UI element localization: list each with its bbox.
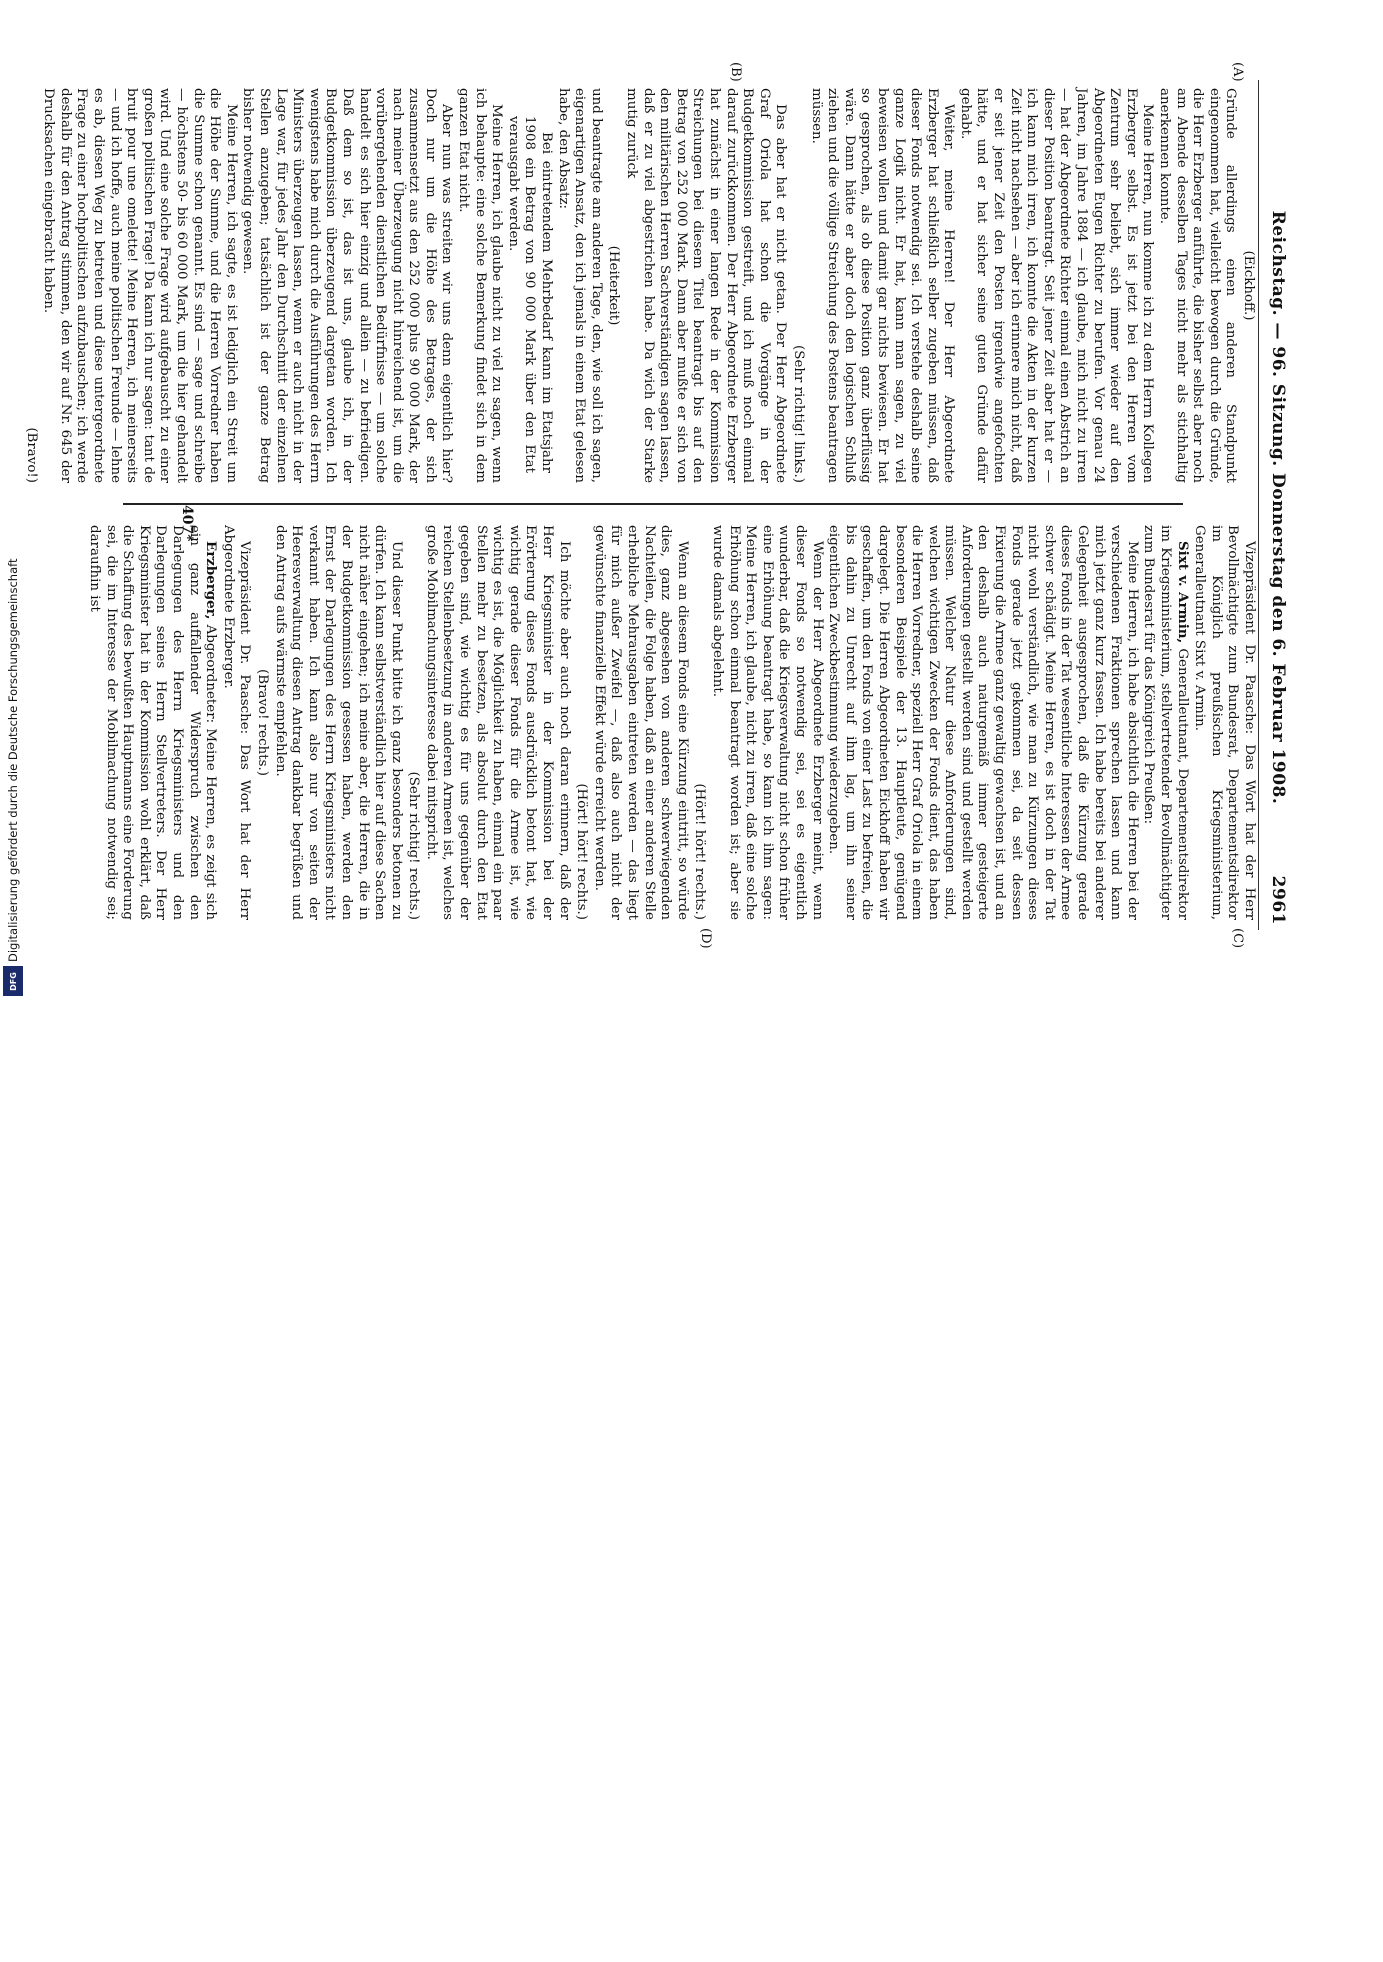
paragraph: Das aber hat er nicht getan. Der Herr Abgeordnete Graf Oriola hat schon die Vorgänge in der Budgetkommission gestreift, und ich muß noch einmal darauf zurückkommen. Der Herr Abgeordnete Erzberger hat zunächst in einer langen Rede in der Kommission Streichungen bei diesem Titel beantragt bis auf den Betrag von 252 000 Mark. Dann aber mußte er sich von den militärischen Herren Sachverständigen sagen lassen, daß er zu viel abgestrichen habe. Da wich der Starke mutig zurück [624, 88, 789, 483]
page-number-top: 2961 [1268, 875, 1288, 925]
reaction: (Sehr richtig! rechts.) [406, 771, 422, 920]
margin-mark-d: (D) [698, 928, 713, 949]
credit-text: Digitalisierung gefördert durch die Deutsche Forschungsgemeinschaft [6, 558, 20, 962]
margin-mark-c: (C) [1230, 928, 1245, 949]
paragraph: Und dieser Punkt bitte ich ganz besonders betonen zu dürfen. Ich kann selbstverständlich hier auf diese Sachen nicht näher eingehen; ich meine aber, die Herren, die in der Budgetkommission gesessen haben, werden den Ernst der Darlegungen des Herrn Kriegsministers nicht verkannt haben. Ich kann also nur von seiten der Heeresverwaltung diesen Antrag dankbar begrüßen und den Antrag aufs wärmste empfehlen. [272, 525, 404, 920]
speaker-role: Generalleutnant, Departementsdirektor im Kriegsministerium, stellvertretender Bevollmächtigter zum Bundesrat für das Königreich Preußen: [1141, 525, 1190, 920]
speaker-name: Sixt v. Armin, [1174, 541, 1191, 644]
page-number-bottom: 407* [179, 505, 195, 542]
reaction: (Hört! hört! rechts.) [692, 783, 708, 920]
reaction: (Bravo! rechts.) [254, 669, 270, 776]
margin-mark-a: (A) [1230, 62, 1245, 82]
left-column [21, 88, 1257, 483]
reaction: (Heiterkeit) [606, 245, 622, 326]
dfg-logo: DFG [3, 966, 23, 996]
right-column [85, 525, 1257, 920]
header-rule [1258, 80, 1259, 930]
paragraph: Meine Herren, ich habe absichtlich die Herren bei der verschiedenen Fraktionen sprechen lassen und kann mich jetzt ganz kurz fassen. Ich habe bereits bei anderer Gelegenheit ausgesprochen, daß die Kürzung gerade dieses Fonds in der Tat wesentliche Interessen der Armee schwer schädigt. Meine Herren, es ist doch in der Tat nicht wohl verständlich, wie man zu Kürzungen dieses Fonds gerade jetzt gekommen sei, da seit dessen Fixierung die Armee ganz gewaltig gewachsen ist, und an den deshalb auch naturgemäß immer gesteigerte Anforderungen gestellt werden sind und gestellt werden müssen. Welcher Natur diese Anforderungen sind, welchen wichtigen Zwecken der Fonds dient, das haben die Herren Vorredner, speziell Herr Graf Oriola in einem besonderen Beispiele der 13. Hauptleute, genügend dargelegt. Die Herren Abgeordneten Eickhoff haben wir geschaffen, um den Fonds von einer Last zu befreien, die bis dahin zu Unrecht auf ihm lag, um ihn seiner eigentlichen Zweckbestimmung wiederzugeben. [826, 525, 1140, 920]
reaction: (Sehr richtig! links.) [790, 345, 806, 483]
digitization-credit [6, 558, 22, 1962]
paragraph: Weiter, meine Herren! Der Herr Abgeordnete Erzberger hat schließlich selber zugeben müssen, daß dieser Fonds notwendig sei. Ich verstehe deshalb seine ganze Logik nicht. Er hat, kann man sagen, zu viel beweisen wollen und damit gar nichts bewiesen. Er hat so gesprochen, als ob diese Position ganz überflüssig wäre. Dann hätte er aber doch den logischen Schluß ziehen und die völlige Streichung des Postens beantragen müssen. [808, 88, 957, 483]
running-title: Reichstag. — 96. Sitzung. Donnerstag den 6. Februar 1908. [1268, 210, 1288, 805]
speaker-role: Abgeordneter: [203, 624, 219, 724]
paragraph: Meine Herren, ich glaube nicht zu viel zu sagen, wenn ich behaupte: eine solche Bemerkung findet sich in dem ganzen Etat nicht. [456, 88, 505, 483]
paragraph: Meine Herren, ich sagte, es ist lediglich ein Streit um die Höhe der Summe, und die Herren Vorredner haben die Summe schon genannt. Es sind — sage und schreibe — höchstens 50- bis 60 000 Mark, um die hier gehandelt wird. Und eine solche Frage wird aufgebauscht zu einer großen politischen Frage! Da kann ich nur sagen: tant de bruit pour une omelette! Meine Herren, ich meinerseits — und ich hoffe, auch meine politischen Freunde — lehne es ab, diesen Weg zu betreten und diese untergeordnete Frage zu einer hochpolitischen aufzubauschen; ich werde deshalb für den Antrag stimmen, den wir auf Nr. 645 der Drucksachen eingebracht haben. [41, 88, 239, 483]
paragraph: Wenn der Herr Abgeordnete Erzberger meint, wenn dieser Fonds so notwendig sei, sei es eigentlich wunderbar, daß die Kriegsverwaltung nicht schon früher eine Erhöhung beantragt habe, so kann ich ihm sagen: Meine Herren, ich glaube, nicht zu irren, daß eine solche Erhöhung schon einmal beantragt worden ist; aber sie wurde damals abgelehnt. [710, 525, 825, 920]
margin-mark-b: (B) [728, 62, 743, 82]
speaker-tag: (Eickhoff.) [1241, 250, 1256, 321]
intro: Vizepräsident Dr. Paasche: Das Wort hat der Herr Abgeordnete Erzberger. [220, 525, 253, 920]
reaction: (Bravo!) [23, 427, 39, 483]
paragraph: Aber nun was streiten wir uns denn eigentlich hier? Doch nur um die Höhe des Betrages, der sich zusammensetzt aus den 252 000 plus 90 000 Mark, der nach meiner Überzeugung nicht hinreichend ist, um die vorübergehenden dienstlichen Bedürfnisse — um solche handelt es sich hier einzig und allein — zu befriedigen. Daß dem so ist, das ist uns, glaube ich, in der Budgetkommission überzeugend dargetan worden. Ich wenigstens habe mich durch die Ausführungen des Herrn Ministers überzeugen lassen, wenn er auch nicht in der Lage war, für jedes Jahr den Durchschnitt der einzelnen Stellen anzugeben; tatsächlich ist der ganze Betrag bisher notwendig gewesen. [240, 88, 455, 483]
quote: Bei eintretendem Mehrbedarf kann im Etatsjahr 1908 ein Betrag von 90 000 Mark über den Etat verausgabt werden. [505, 116, 555, 473]
paragraph: Wenn an diesem Fonds eine Kürzung eintritt, so würde dies, ganz abgesehen von anderen schwerwiegenden Nachteilen, die Folge haben, daß an einer anderen Stelle erhebliche Mehrausgaben eintreten werden — das liegt für mich außer Zweifel —, daß also auch nicht der gewünschte finanzielle Effekt würde erreicht werden. [591, 525, 690, 920]
column-divider [123, 503, 1183, 505]
paragraph: und beantragte am anderen Tage, den, wie soll ich sagen, eigenartigen Ansatz, den ich jemals in einem Etat gelesen habe, den Absatz: [555, 88, 604, 483]
paragraph: Gründe allerdings einen anderen Standpunkt eingenommen hat, vielleicht bewogen durch die Gründe, die Herr Erzberger anführte, die bisher selbst aber noch am Abende desselben Tages nicht mehr als stichhaltig anerkennen konnte. [1157, 88, 1239, 483]
reaction: (Hört! hört! rechts.) [574, 783, 590, 920]
paragraph: Ich möchte aber auch noch daran erinnern, daß der Herr Kriegsminister in der Kommission bei der Erörterung dieses Fonds ausdrücklich betont hat, wie wichtig gerade dieser Fonds für die Armee ist, wie wichtig es ist, die Möglichkeit zu haben, einmal ein paar Stellen mehr zu besetzen, als absolut durch den Etat gegeben sind, wie wichtig es für uns gegenüber der reichen Stellenbesetzung in anderen Armeen ist, welches große Mobilmachungsinteresse dabei mitspricht. [423, 525, 572, 920]
intro: Vizepräsident Dr. Paasche: Das Wort hat der Herr Bevollmächtigte zum Bundesrat, Departementsdirektor im Königlich preußischen Kriegsministerium, Generalleutnant Sixt v. Armin. [1192, 525, 1257, 920]
paragraph: Meine Herren, nun komme ich zu dem Herrn Kollegen Erzberger selbst. Es ist jetzt bei den Herren vom Zentrum sehr beliebt, sich immer wieder auf den Abgeordneten Eugen Richter zu berufen. Vor genau 24 Jahren, im Jahre 1884 — ich glaube, mich nicht zu irren — hat der Abgeordnete Richter einmal einen Abstrich an dieser Position beantragt. Seit jener Zeit aber hat er — ich kann mich irren, ich konnte die Akten in der kurzen Zeit nicht nachsehen — aber ich erinnere mich nicht, daß er seit jener Zeit den Posten irgendwie angefochten hätte, und er hat sicher seine guten Gründe dafür gehabt. [957, 88, 1156, 483]
speaker-name: Erzberger, [203, 541, 220, 620]
paragraph: Meine Herren, es zeigt sich ein ganz auffallender Widerspruch zwischen den Darlegungen des Herrn Kriegsministers und den Darlegungen seines Herrn Stellvertreters. Der Herr Kriegsminister hat in der Kommission wohl erklärt, daß die Schaffung des bewußten Hauptmanns eine Forderung sei, die im Interesse der Mobilmachung notwendig sei; daraufhin ist [87, 525, 219, 920]
page-header [1262, 90, 1288, 925]
